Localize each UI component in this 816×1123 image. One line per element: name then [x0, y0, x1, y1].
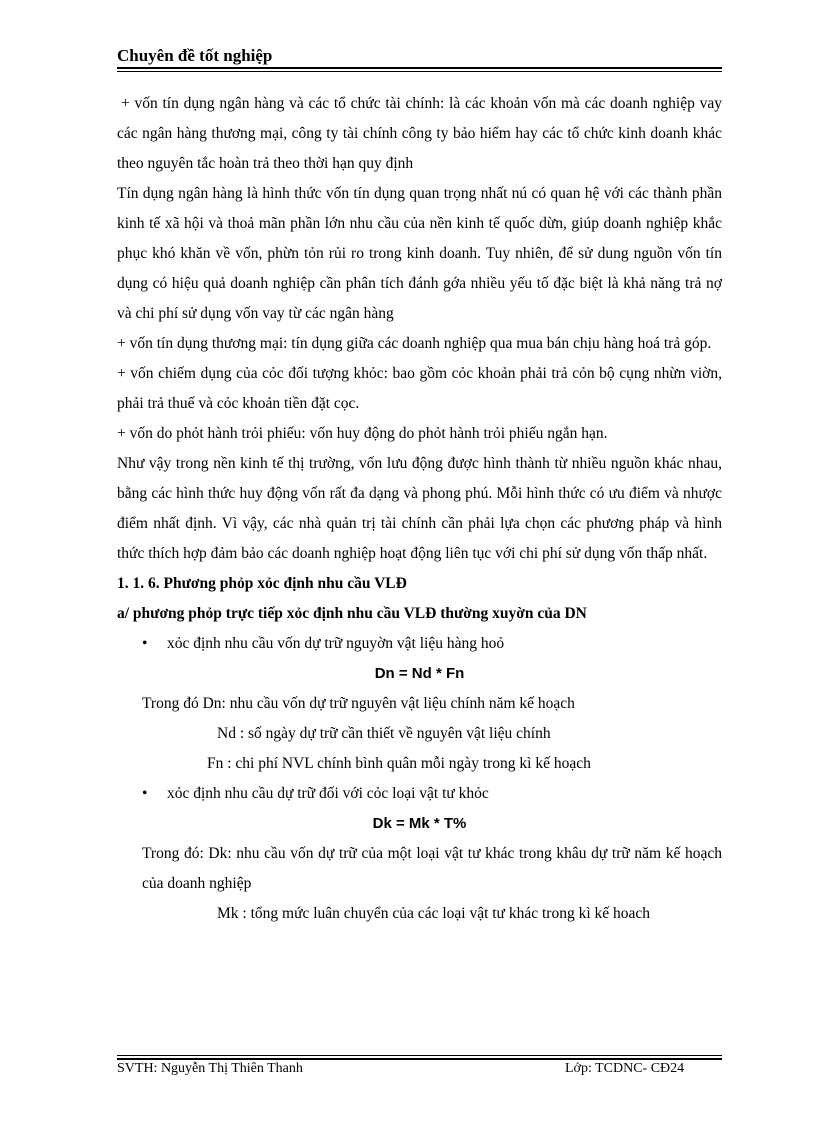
formula-dk: Dk = Mk * T% [372, 815, 467, 832]
section-heading: 1. 1. 6. Phương phỏp xỏc định nhu cầu VLĐ [117, 575, 407, 592]
document-header-title: Chuyên đề tốt nghiệp [117, 46, 273, 65]
bullet-icon: • [142, 785, 148, 802]
bullet-icon: • [142, 635, 148, 652]
section-subheading: a/ phương phỏp trực tiếp xỏc định nhu cầu VLĐ thường xuyờn của DN [117, 605, 587, 622]
page-content [117, 89, 722, 929]
paragraph-trade-credit: + vốn tín dụng thương mại: tín dụng giữa các doanh nghiệp qua mua bán chịu hàng hoá trả góp. [117, 335, 712, 352]
formula-dn: Dn = Nd * Fn [374, 665, 465, 682]
footer-rule-thick [117, 1058, 722, 1060]
footer-rule-thin [117, 1055, 722, 1056]
list-item [117, 629, 722, 659]
paragraph-bank-credit: + vốn tín dụng ngân hàng và các tổ chức tài chính: là các khoản vốn mà các doanh nghiệp vay các ngân hàng thương mại, công ty tài chính công ty bảo hiểm hay các tổ chức kinh doanh khác theo nguyên tắc hoàn trả theo thời hạn quy định [117, 95, 722, 172]
paragraph-summary: Như vậy trong nền kinh tế thị trường, vốn lưu động được hình thành từ nhiều nguồn khác nhau, bằng các hình thức huy động vốn rất đa dạng và phong phú. Mỗi hình thức có ưu điểm và nhược điểm nhất định. Vì vậy, các nhà quản trị tài chính cần phải lựa chọn các phương pháp và hình thức thích hợp đảm bảo các doanh nghiệp hoạt động liên tục với chi phí sử dụng vốn thấp nhất. [117, 455, 722, 562]
footer-student-name: SVTH: Nguyễn Thị Thiên Thanh [117, 1061, 303, 1076]
paragraph-bank-credit-detail: Tín dụng ngân hàng là hình thức vốn tín dụng quan trọng nhất nú có quan hệ với các thành phần kinh tế xã hội và thoả mãn phần lớn nhu cầu của nền kinh tế quốc dừn, giúp doanh nghiệp khắc phục khó khăn về vốn, phừn tỏn rủi ro trong kinh doanh. Tuy nhiên, để sử dung nguồn vốn tín dụng có hiệu quả doanh nghiệp cần phân tích đánh gớa nhiều yếu tố đặc biệt là khả năng trả nợ và chi phí sử dụng vốn vay từ các ngân hàng [117, 185, 722, 322]
formula-where: Trong đó: Dk: nhu cầu vốn dự trữ của một loại vật tư khác trong khâu dự trữ năm kế hoạch của doanh nghiệp [142, 845, 722, 892]
bullet-text: xỏc định nhu cầu vốn dự trữ nguyờn vật liệu hàng hoỏ [167, 635, 505, 652]
bullet-text: xỏc định nhu cầu dự trữ đối với cỏc loại vật tư khỏc [167, 785, 489, 802]
paragraph-appropriated-capital: + vốn chiếm dụng của cỏc đối tượng khỏc: bao gồm cỏc khoản phải trả cỏn bộ cụng nhừn viờn, phải trả thuế và cỏc khoản tiền đặt cọc. [117, 365, 722, 412]
list-item [117, 779, 722, 809]
formula-definition: Mk : tổng mức luân chuyển của các loại vật tư khác trong kì kế hoach [217, 905, 651, 922]
footer-class: Lớp: TCDNC- CĐ24 [565, 1061, 685, 1076]
formula-where: Trong đó Dn: nhu cầu vốn dự trữ nguyên vật liệu chính năm kế hoạch [142, 695, 575, 712]
header-rule-thin [117, 71, 722, 72]
formula-definition: Fn : chi phí NVL chính bình quân mỗi ngày trong kì kế hoạch [207, 755, 591, 772]
paragraph-bond-issuance: + vốn do phỏt hành trỏi phiếu: vốn huy động do phỏt hành trỏi phiếu ngắn hạn. [117, 425, 608, 442]
formula-definition: Nd : số ngày dự trữ cần thiết về nguyên vật liệu chính [217, 725, 551, 742]
header-rule-thick [117, 67, 722, 69]
